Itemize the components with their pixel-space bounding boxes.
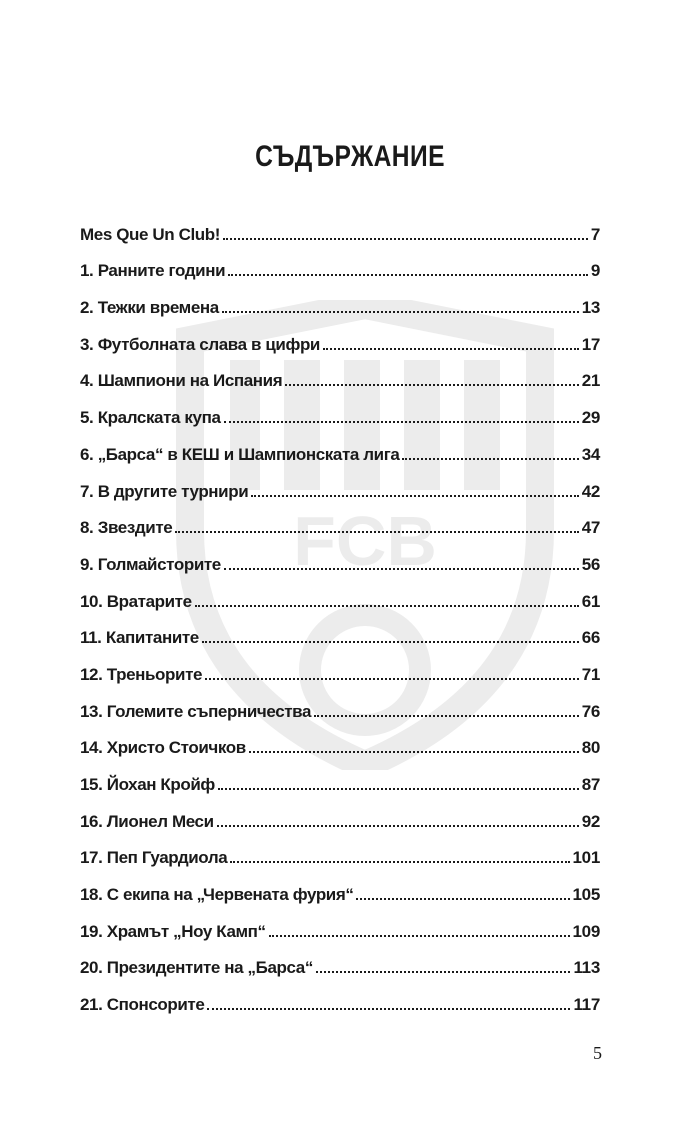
- toc-entry: [80, 426, 600, 463]
- toc-entry-page: 66: [581, 628, 600, 648]
- toc-entry-page: 101: [572, 848, 600, 868]
- toc-entry: [80, 646, 600, 683]
- toc-entry-label: 9. Голмайсторите: [80, 554, 221, 574]
- toc-entry: [80, 463, 600, 500]
- toc-entry-label: 1. Ранните години: [80, 261, 226, 281]
- dot-leader: [228, 274, 588, 276]
- toc-entry: [80, 353, 600, 390]
- page-title: СЪДЪРЖАНИЕ: [255, 140, 445, 173]
- toc-entry: [80, 389, 600, 426]
- toc-entry-label: 3. Футболната слава в цифри: [80, 334, 320, 354]
- toc-entry-label: 17. Пеп Гуардиола: [80, 848, 228, 868]
- dot-leader: [285, 384, 578, 386]
- toc-entry-page: 105: [572, 885, 600, 905]
- toc-entry-page: 71: [581, 664, 600, 684]
- dot-leader: [323, 348, 579, 350]
- dot-leader: [249, 751, 579, 753]
- dot-leader: [230, 861, 569, 863]
- toc-entry: [80, 279, 600, 316]
- toc-entry-label: 18. С екипа на „Червената фурия“: [80, 885, 354, 905]
- toc-entry: [80, 903, 600, 940]
- toc-entry: [80, 683, 600, 720]
- toc-entry-label: 5. Кралската купа: [80, 408, 221, 428]
- dot-leader: [224, 568, 579, 570]
- dot-leader: [224, 421, 579, 423]
- table-of-contents: [80, 206, 600, 1013]
- watermark-text: FCB: [293, 502, 437, 580]
- toc-entry-label: 11. Капитаните: [80, 628, 199, 648]
- toc-entry-page: 109: [572, 921, 600, 941]
- dot-leader: [269, 935, 570, 937]
- toc-entry: [80, 866, 600, 903]
- dot-leader: [222, 311, 579, 313]
- toc-entry-page: 47: [581, 518, 600, 538]
- dot-leader: [205, 678, 579, 680]
- dot-leader: [218, 788, 579, 790]
- toc-entry: [80, 756, 600, 793]
- toc-entry-page: 56: [581, 554, 600, 574]
- toc-entry: [80, 720, 600, 757]
- toc-entry-label: 7. В другите турнири: [80, 481, 249, 501]
- toc-entry-label: 19. Храмът „Ноу Камп“: [80, 921, 266, 941]
- toc-entry: [80, 500, 600, 537]
- toc-entry-label: Mes Que Un Club!: [80, 224, 220, 244]
- toc-entry-label: 16. Лионел Меси: [80, 811, 214, 831]
- dot-leader: [207, 1008, 570, 1010]
- dot-leader: [251, 495, 578, 497]
- toc-entry-page: 80: [581, 738, 600, 758]
- toc-entry: [80, 243, 600, 280]
- dot-leader: [223, 238, 588, 240]
- toc-entry: [80, 940, 600, 977]
- toc-entry-page: 61: [581, 591, 600, 611]
- toc-entry: [80, 536, 600, 573]
- toc-entry-page: 42: [581, 481, 600, 501]
- toc-entry-label: 6. „Барса“ в КЕШ и Шампионската лига: [80, 444, 400, 464]
- toc-entry-page: 7: [590, 224, 600, 244]
- dot-leader: [175, 531, 578, 533]
- toc-entry-label: 12. Треньорите: [80, 664, 203, 684]
- toc-entry: [80, 206, 600, 243]
- toc-entry-label: 14. Христо Стоичков: [80, 738, 246, 758]
- toc-entry-label: 2. Тежки времена: [80, 298, 219, 318]
- dot-leader: [316, 971, 571, 973]
- toc-entry-page: 34: [581, 444, 600, 464]
- toc-entry-page: 21: [581, 371, 600, 391]
- dot-leader: [314, 715, 579, 717]
- toc-entry-page: 29: [581, 408, 600, 428]
- toc-entry-page: 92: [581, 811, 600, 831]
- toc-entry-page: 87: [581, 775, 600, 794]
- toc-entry: [80, 610, 600, 647]
- dot-leader: [195, 605, 579, 607]
- dot-leader: [402, 458, 578, 460]
- toc-entry-page: 76: [581, 701, 600, 721]
- toc-entry-label: 20. Президентите на „Барса“: [80, 958, 313, 978]
- toc-entry-label: 10. Вратарите: [80, 591, 192, 611]
- toc-entry-page: 117: [573, 995, 600, 1015]
- toc-entry-page: 9: [590, 261, 600, 281]
- dot-leader: [356, 898, 569, 900]
- toc-entry: [80, 830, 600, 867]
- toc-entry-page: 113: [573, 958, 600, 978]
- toc-entry-label: 8. Звездите: [80, 518, 173, 538]
- dot-leader: [202, 641, 579, 643]
- toc-entry: [80, 316, 600, 353]
- toc-entry: [80, 793, 600, 830]
- toc-entry-label: 4. Шампиони на Испания: [80, 371, 283, 391]
- toc-entry-page: 13: [581, 298, 600, 318]
- toc-entry: [80, 573, 600, 610]
- toc-entry: [80, 976, 600, 1013]
- page-number: 5: [593, 1043, 602, 1063]
- toc-entry-label: 15. Йохан Кройф: [80, 775, 215, 794]
- toc-entry-label: 13. Големите съперничества: [80, 701, 312, 721]
- dot-leader: [217, 825, 579, 827]
- toc-entry-label: 21. Спонсорите: [80, 995, 205, 1015]
- toc-entry-page: 17: [581, 334, 600, 354]
